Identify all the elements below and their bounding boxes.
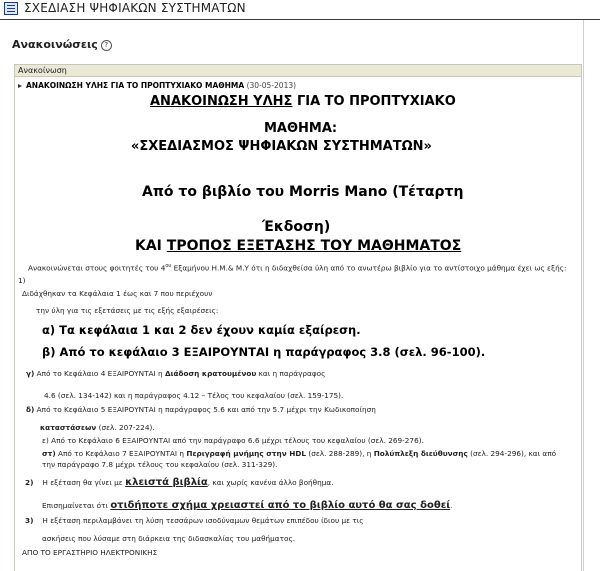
announcement-item[interactable] [18,81,296,90]
heading-line-3: «ΣΧΕΔΙΑΣΜΟΣ ΨΗΦΙΑΚΩΝ ΣΥΣΤΗΜΑΤΩΝ» [131,139,432,154]
heading-line-4: Από το βιβλίο του Morris Mano (Τέταρτη [142,184,464,200]
paragraph-chapters: Διδάχθηκαν τα Κεφάλαια 1 έως και 7 που περιέχουν [22,289,213,298]
announcement-date: (30-05-2013) [246,81,297,90]
panel-header: Ανακοίνωση [15,65,581,77]
item-2-text-end: , και χωρίς κανένα άλλο βοήθημα. [207,478,334,487]
text-f1: Από το Κεφάλαιο 7 ΕΞΑΙΡΟΥΝΤΑΙ η [55,449,187,458]
label-c: γ) [26,369,35,378]
label-d: δ) [26,405,35,414]
item-2 [25,477,334,488]
text-d-bold: καταστάσεων [40,423,97,432]
note-figures-emph: οτιδήποτε σχήμα χρειαστεί από το βιβλίο αυτό θα σας δοθεί [110,500,451,511]
heading-line-5: Έκδοση) [262,219,331,235]
exception-c-line-2: 4.6 (σελ. 134-142) και η παράγραφος 4.12 – Τέλος του κεφαλαίου (σελ. 159-175). [44,391,344,400]
exception-e: ε) Από το Κεφάλαιο 6 ΕΞΑΙΡΟΥΝΤΑΙ από την παράγραφο 6.6 μέχρι τέλους του κεφαλαίου (σελ. 269-276). [42,436,424,445]
text-c-bold: Διάδοση κρατουμένου [164,369,257,378]
paragraph-exceptions: την ύλη για τις εξετάσεις με τις εξής εξαιρέσεις: [36,306,219,315]
heading-rest: ΓΙΑ ΤΟ ΠΡΟΠΤΥΧΙΑΚΟ [292,94,456,109]
exception-a: α) Τα κεφάλαια 1 και 2 δεν έχουν καμία εξαίρεση. [42,323,361,337]
heading-line-2: ΜΑΘΗΜΑ: [264,121,338,136]
intro-text-2: Εξαμήνου Η.Μ.& Μ.Υ ότι η διδαχθείσα ύλη από το ανωτέρω βιβλίο για το αντίστοιχο μάθημα έχει ως εξής: [171,263,567,273]
intro-sup: ου [165,263,172,269]
closed-books: κλειστά βιβλία [125,477,208,488]
item-3-line-2: ασκήσεις που λύσαμε στη διάρκεια της διδασκαλίας του μαθήματος. [42,534,296,543]
course-title[interactable]: ΣΧΕΔΙΑΣΗ ΨΗΦΙΑΚΩΝ ΣΥΣΤΗΜΑΤΩΝ [24,1,246,15]
item-2-text: Η εξέταση θα γίνει με [42,478,126,487]
heading-and: ΚΑΙ [135,238,167,254]
note-suffix: . [450,501,453,510]
signature: ΑΠΟ ΤΟ ΕΡΓΑΣΤΗΡΙΟ ΗΛΕΚΤΡΟΝΙΚΗΣ [22,548,158,557]
text-f2: (σελ. 288-289), η [306,449,374,458]
heading-line-1 [150,94,456,109]
item-3 [25,516,364,525]
exception-c-line-1 [26,369,325,378]
item-number-3: 3) [25,516,34,525]
item-number-1: 1) [18,276,26,285]
text-d1: Από το Κεφάλαιο 5 ΕΞΑΙΡΟΥΝΤΑΙ η παράγραφος 5.6 και από την 5.7 μέχρι την Κωδικοποίηση [34,405,376,414]
course-header [0,0,600,20]
label-f: στ) [42,449,56,458]
item-3-text: Η εξέταση περιλαμβάνει τη λύση τεσσάρων ισοδύναμων θεμάτων επιπέδου ίδιου με τις [42,516,364,525]
exception-f-line-1 [42,449,556,458]
exception-d-line-1 [26,405,376,414]
intro-text: Ανακοινώνεται στους φοιτητές του 4 [28,263,166,273]
announcement-title[interactable]: ΑΝΑΚΟΙΝΩΣΗ ΥΛΗΣ ΓΙΑ ΤΟ ΠΡΟΠΤΥΧΙΑΚΟ ΜΑΘΗΜΑ [26,81,245,90]
section-title-label: Ανακοινώσεις [12,38,98,51]
text-f-bold2: Πολύπλεξη διεύθυνσης [373,449,468,458]
text-c2: και η παράγραφος [256,369,326,378]
exception-f-line-2: την παράγραφο 7.8 μέχρι τέλους του κεφαλαίου (σελ. 311-329). [42,460,278,469]
note-figures [42,500,452,511]
heading-line-6 [135,238,461,254]
exception-d-line-2 [40,423,155,432]
text-c1: Από το Κεφάλαιο 4 ΕΞΑΙΡΟΥΝΤΑΙ η [34,369,165,378]
item-number-2: 2) [25,478,34,487]
text-f3: (σελ. 294-296), και από [467,449,557,458]
section-title [12,38,112,51]
exception-b: β) Από το κεφάλαιο 3 ΕΞΑΙΡΟΥΝΤΑΙ η παράγραφος 3.8 (σελ. 96-100). [42,345,486,359]
expand-arrow-icon[interactable] [18,84,22,88]
course-icon [4,2,18,15]
content-right-border [583,20,584,571]
paragraph-intro [28,263,566,272]
text-d2: (σελ. 207-224). [96,423,155,432]
heading-exam-method: ΤΡΟΠΟΣ ΕΞΕΤΑΣΗΣ ΤΟΥ ΜΑΘΗΜΑΤΟΣ [166,238,462,254]
heading-underlined: ΑΝΑΚΟΙΝΩΣΗ ΥΛΗΣ [150,94,293,109]
text-f-bold1: Περιγραφή μνήμης στην HDL [186,449,307,458]
note-prefix: Επισημαίνεται ότι [42,501,111,510]
help-icon[interactable]: ? [101,40,112,51]
